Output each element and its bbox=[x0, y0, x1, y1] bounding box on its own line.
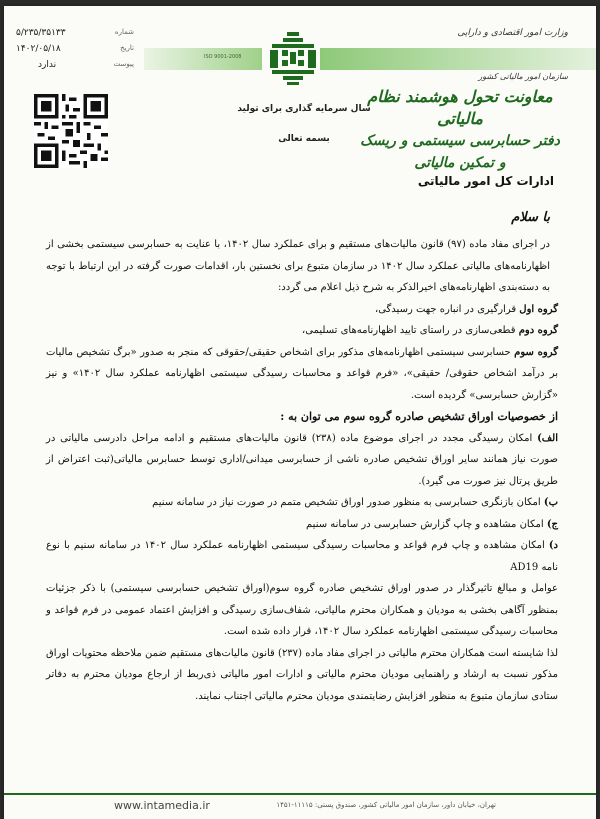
letter-body bbox=[46, 234, 558, 707]
qr-code-icon bbox=[34, 94, 108, 168]
group-two-title: گروه دوم bbox=[518, 325, 558, 336]
feature-dal bbox=[46, 535, 558, 578]
letter-meta bbox=[16, 28, 134, 76]
attachment-value: ندارد bbox=[38, 60, 57, 70]
group-three-title: گروه سوم bbox=[514, 346, 558, 358]
website-link[interactable]: www.intamedia.ir bbox=[114, 799, 210, 812]
closing-paragraph: لذا شایسته است همکاران محترم مالیاتی در اجرای مفاد ماده (۲۳۷) قانون مالیات‌های مستقیم ضمن ملاحظه محتویات اوراق مذکور نسبت به ارشاد و راهنمایی مودیان محترم مالیاتی و ادارات امور مالیاتی ذی‌ربط از ارجاع مودیان محترم به دفاتر ستادی سازمان متبوع به منظور افزایش رضایتمندی مودیان محترم مالیاتی اجتناب نمایند. bbox=[46, 647, 558, 702]
group-two-text: قطعی‌سازی در راستای تایید اظهارنامه‌های تسلیمی، bbox=[302, 325, 519, 336]
features-heading: از خصوصیات اوراق تشخیص صادره گروه سوم می توان به : bbox=[280, 410, 558, 423]
feature-dal-label: د) bbox=[548, 540, 559, 551]
tax-organization-logo-icon bbox=[266, 30, 320, 86]
group-one-title: گروه اول bbox=[519, 303, 558, 315]
feature-alef-label: الف) bbox=[537, 432, 558, 444]
group-three-text: حسابرسی سیستمی اظهارنامه‌های مذکور برای اشخاص حقیقی/حقوقی که منجر به صدور «برگ تشخیص مالیات بر درآمد اشخاص حقوقی/ حقیقی»، «فرم قواعد و محاسبات رسیدگی سیستمی اظهارنامه عملکرد سال ۱۴۰۲» و نیز «گزارش حسابرسی» گردیده است. bbox=[46, 346, 559, 401]
feature-be bbox=[46, 492, 558, 514]
feature-jim-label: ج) bbox=[546, 518, 558, 530]
intro-paragraph: در اجرای مفاد ماده (۹۷) قانون مالیات‌های مستقیم و برای عملکرد سال ۱۴۰۲، با عنایت به حسابرسی سیستمی بخشی از اظهارنامه‌های مالیاتی عملکرد سال ۱۴۰۲ در سازمان متبوع برای نخستین بار، اقدامات صورت گرفته در این ارتباط با توجه به دسته‌بندی اظهارنامه‌های اخیرالذکر به شرح ذیل اعلام می گردد: bbox=[46, 239, 550, 293]
attachment-label: پیوست bbox=[113, 60, 134, 68]
slogan: سال سرمایه گذاری برای تولید bbox=[237, 104, 371, 114]
group-two bbox=[46, 320, 558, 342]
header-band bbox=[144, 42, 596, 76]
agency-name: سازمان امور مالیاتی کشور bbox=[478, 72, 568, 81]
header-band-left bbox=[144, 48, 262, 70]
date-value: ۱۴۰۲/۰۵/۱۸ bbox=[16, 44, 61, 54]
date-label: تاریخ bbox=[120, 44, 134, 52]
iso-label: ISO 9001-2008 bbox=[204, 54, 242, 60]
feature-be-text: امکان بازنگری حسابرسی به منظور صدور اوراق تشخیص متمم در صورت نیاز در سامانه سنیم bbox=[152, 497, 544, 508]
letter-page bbox=[4, 6, 596, 819]
meta-date bbox=[16, 44, 134, 60]
group-one-text: قرارگیری در انباره جهت رسیدگی، bbox=[374, 303, 520, 315]
feature-jim-text: امکان مشاهده و چاپ گزارش حسابرسی در سامانه سنیم bbox=[306, 518, 547, 530]
deputy-line2: دفتر حسابرسی سیستمی و ریسک و تمکین مالیاتی bbox=[360, 133, 560, 171]
group-one bbox=[46, 299, 558, 321]
group-three bbox=[46, 342, 558, 407]
deputy-line1: معاونت تحول هوشمند نظام مالیاتی bbox=[367, 87, 553, 128]
recipient: ادارات کل امور مالیاتی bbox=[417, 174, 554, 188]
feature-be-label: ب) bbox=[543, 497, 558, 508]
header-band-right bbox=[314, 48, 596, 70]
feature-alef-text: امکان رسیدگی مجدد در اجرای موضوع ماده (۲۳۸) قانون مالیات‌های مستقیم و ادامه مراحل دادرسی مالیاتی در صورت نیاز همانند سایر اوراق تشخیص صادره ناشی از حسابرسی میدانی/اداری توسط حسابرس مالیاتی(ثبت اعتراض از طریق پرتال نیز صورت می گیرد). bbox=[46, 432, 558, 487]
postal-address: تهران، خیابان داور، سازمان امور مالیاتی کشور، صندوق پستی: ۱۱۱۱۵-۱۴۵۱ bbox=[276, 801, 496, 809]
number-value: ۵/۲۳۵/۳۵۱۳۳ bbox=[16, 28, 66, 38]
factors-paragraph: عوامل و مبالغ تاثیرگذار در صدور اوراق تشخیص صادره گروه سوم(اوراق تشخیص حسابرسی سیستمی) با ذکر جزئیات بمنظور آگاهی بخشی به مودیان و همکاران محترم مالیاتی، شفاف‌سازی رسیدگی و افزایش اعتماد عمومی در فرم قواعد و محاسبات رسیدگی سیستمی اظهارنامه عملکرد سال ۱۴۰۲، قرار داده شده است. bbox=[46, 583, 558, 637]
feature-jim bbox=[46, 514, 558, 536]
meta-attachment bbox=[16, 60, 134, 76]
letter-footer bbox=[4, 793, 596, 819]
basmala: بسمه تعالی bbox=[278, 134, 330, 144]
deputy-title bbox=[360, 86, 560, 174]
salutation: با سلام bbox=[511, 210, 550, 225]
feature-dal-text: امکان مشاهده و چاپ فرم قواعد و محاسبات رسیدگی سیستمی اظهارنامه عملکرد سال ۱۴۰۲ در سامانه سنیم با نوع نامه AD19 bbox=[46, 540, 558, 573]
meta-number bbox=[16, 28, 134, 44]
feature-alef bbox=[46, 428, 558, 493]
number-label: شماره bbox=[114, 28, 134, 36]
ministry-name: وزارت امور اقتصادی و دارایی bbox=[457, 28, 568, 38]
